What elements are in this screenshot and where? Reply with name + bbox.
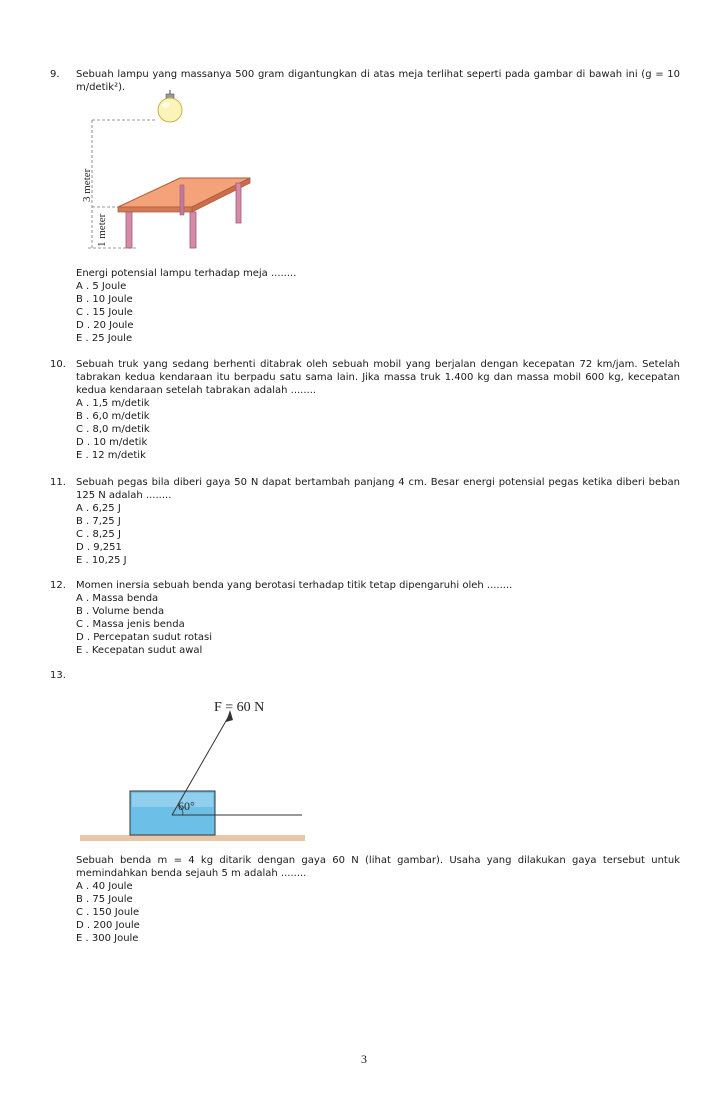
question-text: Momen inersia sebuah benda yang berotasi terhadap titik tetap dipengaruhi oleh ........ xyxy=(76,580,513,591)
lamp-table-figure xyxy=(76,90,266,252)
option-a[interactable]: A . Massa benda xyxy=(76,593,159,604)
option-d[interactable]: D . 200 Joule xyxy=(76,920,140,931)
option-e[interactable]: E . 300 Joule xyxy=(76,933,139,944)
option-b[interactable]: B . Volume benda xyxy=(76,606,165,617)
question-number: 11. xyxy=(50,477,66,488)
question-text: Sebuah benda m = 4 kg ditarik dengan gaya 60 N (lihat gambar). Usaha yang dilakukan gaya tersebut untuk memindahkan benda sejauh 5 m adalah ........ xyxy=(76,855,680,879)
option-e[interactable]: E . Kecepatan sudut awal xyxy=(76,645,203,656)
option-b[interactable]: B . 75 Joule xyxy=(76,894,133,905)
question-number: 9. xyxy=(50,69,60,80)
page-number: 3 xyxy=(361,1052,367,1066)
option-c[interactable]: C . Massa jenis benda xyxy=(76,619,185,630)
label-3-meter: 3 meter xyxy=(81,168,93,202)
option-a[interactable]: A . 6,25 J xyxy=(76,503,121,514)
question-number: 10. xyxy=(50,359,66,370)
option-a[interactable]: A . 1,5 m/detik xyxy=(76,398,150,409)
question-13-answers xyxy=(50,854,680,945)
question-12 xyxy=(50,579,680,657)
angle-label: 60° xyxy=(178,799,195,813)
option-a[interactable]: A . 5 Joule xyxy=(76,281,127,292)
force-label: F = 60 N xyxy=(214,700,265,715)
option-c[interactable]: C . 15 Joule xyxy=(76,307,133,318)
question-number: 12. xyxy=(50,580,66,591)
option-d[interactable]: D . 10 m/detik xyxy=(76,437,148,448)
question-9-answers xyxy=(50,267,680,345)
question-number: 13. xyxy=(50,670,66,681)
label-1-meter: 1 meter xyxy=(96,213,108,247)
option-c[interactable]: C . 8,25 J xyxy=(76,529,121,540)
question-text: Sebuah lampu yang massanya 500 gram digantungkan di atas meja terlihat seperti pada gambar di bawah ini (g = 10 m/detik²). xyxy=(76,69,680,93)
option-e[interactable]: E . 10,25 J xyxy=(76,555,127,566)
option-b[interactable]: B . 6,0 m/detik xyxy=(76,411,150,422)
option-b[interactable]: B . 7,25 J xyxy=(76,516,121,527)
option-d[interactable]: D . 20 Joule xyxy=(76,320,134,331)
question-11 xyxy=(50,476,680,567)
table-icon xyxy=(118,178,250,248)
ground-surface xyxy=(80,835,305,841)
question-10 xyxy=(50,358,680,462)
option-d[interactable]: D . Percepatan sudut rotasi xyxy=(76,632,213,643)
option-c[interactable]: C . 8,0 m/detik xyxy=(76,424,150,435)
option-c[interactable]: C . 150 Joule xyxy=(76,907,140,918)
question-text: Sebuah truk yang sedang berhenti ditabrak oleh sebuah mobil yang berjalan dengan kecepatan 72 km/jam. Setelah tabrakan kedua kendaraan itu berpadu satu sama lain. Jika massa truk 1.400 kg dan massa mobil 600 kg, kecepatan kedua kendaraan setelah tabrakan adalah ........ xyxy=(76,359,680,396)
option-e[interactable]: E . 25 Joule xyxy=(76,333,133,344)
option-a[interactable]: A . 40 Joule xyxy=(76,881,133,892)
lamp-bulb-icon xyxy=(158,90,182,122)
force-block-figure xyxy=(80,692,310,852)
option-b[interactable]: B . 10 Joule xyxy=(76,294,133,305)
question-text: Sebuah pegas bila diberi gaya 50 N dapat bertambah panjang 4 cm. Besar energi potensial pegas ketika diberi beban 125 N adalah ........ xyxy=(76,477,680,501)
option-e[interactable]: E . 12 m/detik xyxy=(76,450,146,461)
question-prompt: Energi potensial lampu terhadap meja ........ xyxy=(76,268,297,279)
option-d[interactable]: D . 9,251 xyxy=(76,542,122,553)
